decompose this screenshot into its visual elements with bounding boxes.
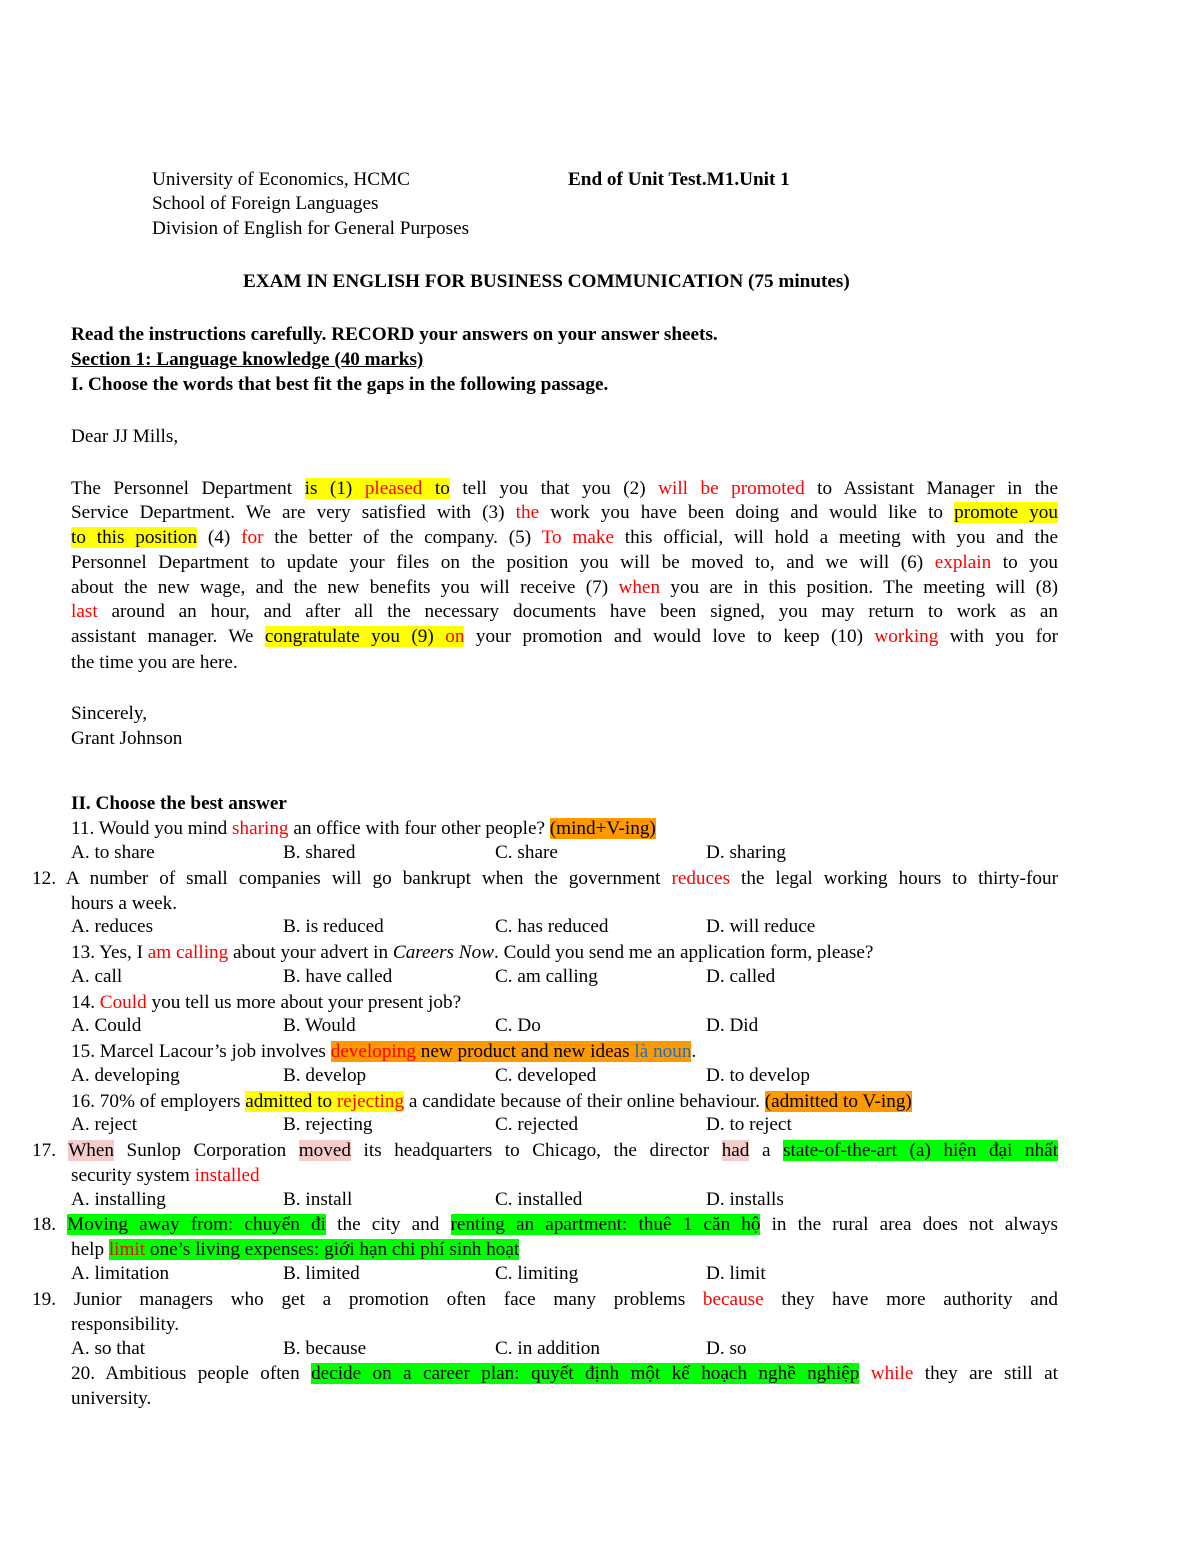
- question-15: 15. Marcel Lacour’s job involves developing new product and new ideas là noun.: [71, 1041, 697, 1062]
- q11-option-b[interactable]: B. shared: [283, 842, 356, 863]
- q11-option-c[interactable]: C. share: [495, 842, 558, 863]
- question-20: 20. Ambitious people often decide on a career plan: quyết định một kế hoạch nghề nghiệp while they are still at: [71, 1363, 1058, 1384]
- letter-closing: Sincerely,: [71, 703, 148, 724]
- q14-option-d[interactable]: D. Did: [706, 1015, 759, 1036]
- letter-line-3: to this position (4) for the better of the company. (5) To make this official, will hold a meeting with you and the: [71, 527, 1058, 548]
- letter-line-2: Service Department. We are very satisfied with (3) the work you have been doing and would like to promote you: [71, 502, 1058, 523]
- q15-option-a[interactable]: A. developing: [71, 1065, 180, 1086]
- letter-greeting: Dear JJ Mills,: [71, 426, 179, 447]
- q13-option-c[interactable]: C. am calling: [495, 966, 598, 987]
- q18-option-c[interactable]: C. limiting: [495, 1263, 579, 1284]
- question-17-line-2: security system installed: [71, 1165, 260, 1186]
- letter-line-1: The Personnel Department is (1) pleased to tell you that you (2) will be promoted to Assistant Manager in the: [71, 478, 1059, 499]
- letter-line-8: the time you are here.: [71, 652, 238, 673]
- question-12-line-2: hours a week.: [71, 893, 178, 914]
- letter-line-6: last around an hour, and after all the necessary documents have been signed, you may return to work as an: [71, 601, 1058, 622]
- section-1-heading: Section 1: Language knowledge (40 marks): [71, 349, 424, 370]
- question-18: 18. Moving away from: chuyển đi the city and renting an apartment: thuê 1 căn hộ in the rural area does not always: [32, 1214, 1059, 1235]
- letter-line-4: Personnel Department to update your files on the position you will be moved to, and we will (6) explain to you: [71, 552, 1058, 573]
- question-17: 17. When Sunlop Corporation moved its headquarters to Chicago, the director had a state-of-the-art (a) hiện đại nhất: [32, 1140, 1058, 1161]
- letter-signature: Grant Johnson: [71, 728, 183, 749]
- q12-option-d[interactable]: D. will reduce: [706, 916, 816, 937]
- q12-option-a[interactable]: A. reduces: [71, 916, 154, 937]
- q15-option-d[interactable]: D. to develop: [706, 1065, 810, 1086]
- q16-option-c[interactable]: C. rejected: [495, 1114, 579, 1135]
- q19-option-d[interactable]: D. so: [706, 1338, 747, 1359]
- question-14: 14. Could you tell us more about your present job?: [71, 992, 462, 1013]
- q11-option-d[interactable]: D. sharing: [706, 842, 786, 863]
- q11-option-a[interactable]: A. to share: [71, 842, 155, 863]
- question-19-line-2: responsibility.: [71, 1314, 180, 1335]
- question-18-line-2: help limit one’s living expenses: giới hạn chi phí sinh hoạt: [71, 1239, 520, 1260]
- exam-title: EXAM IN ENGLISH FOR BUSINESS COMMUNICATION (75 minutes): [243, 271, 850, 292]
- q17-option-c[interactable]: C. installed: [495, 1189, 583, 1210]
- q19-option-c[interactable]: C. in addition: [495, 1338, 600, 1359]
- q15-option-b[interactable]: B. develop: [283, 1065, 367, 1086]
- instructions: Read the instructions carefully. RECORD your answers on your answer sheets.: [71, 324, 718, 345]
- question-19: 19. Junior managers who get a promotion often face many problems because they have more authority and: [32, 1289, 1058, 1310]
- q16-option-b[interactable]: B. rejecting: [283, 1114, 373, 1135]
- question-16: 16. 70% of employers admitted to rejecting a candidate because of their online behaviour. (admitted to V-ing): [71, 1091, 912, 1112]
- q15-option-c[interactable]: C. developed: [495, 1065, 597, 1086]
- university-name: University of Economics, HCMC: [152, 169, 410, 190]
- q12-option-b[interactable]: B. is reduced: [283, 916, 384, 937]
- q16-option-a[interactable]: A. reject: [71, 1114, 138, 1135]
- q13-option-b[interactable]: B. have called: [283, 966, 393, 987]
- part-2-heading: II. Choose the best answer: [71, 793, 287, 814]
- test-title: End of Unit Test.M1.Unit 1: [568, 169, 790, 190]
- q18-option-a[interactable]: A. limitation: [71, 1263, 170, 1284]
- q14-option-b[interactable]: B. Would: [283, 1015, 356, 1036]
- q12-option-c[interactable]: C. has reduced: [495, 916, 609, 937]
- q13-option-d[interactable]: D. called: [706, 966, 776, 987]
- question-13: 13. Yes, I am calling about your advert in Careers Now. Could you send me an application form, please?: [71, 942, 874, 963]
- q19-option-a[interactable]: A. so that: [71, 1338, 146, 1359]
- school-name: School of Foreign Languages: [152, 193, 379, 214]
- q19-option-b[interactable]: B. because: [283, 1338, 367, 1359]
- q17-option-d[interactable]: D. installs: [706, 1189, 784, 1210]
- q16-option-d[interactable]: D. to reject: [706, 1114, 792, 1135]
- q17-option-a[interactable]: A. installing: [71, 1189, 166, 1210]
- q14-option-a[interactable]: A. Could: [71, 1015, 142, 1036]
- question-20-line-2: university.: [71, 1388, 152, 1409]
- question-12: 12. A number of small companies will go bankrupt when the government reduces the legal working hours to thirty-four: [32, 868, 1058, 889]
- division-name: Division of English for General Purposes: [152, 218, 470, 239]
- letter-line-7: assistant manager. We congratulate you (9) on your promotion and would love to keep (10) working with you for: [71, 626, 1058, 647]
- q17-option-b[interactable]: B. install: [283, 1189, 353, 1210]
- question-11: 11. Would you mind sharing an office with four other people? (mind+V-ing): [71, 818, 656, 839]
- q18-option-b[interactable]: B. limited: [283, 1263, 360, 1284]
- q14-option-c[interactable]: C. Do: [495, 1015, 541, 1036]
- q13-option-a[interactable]: A. call: [71, 966, 123, 987]
- part-1-heading: I. Choose the words that best fit the gaps in the following passage.: [71, 374, 609, 395]
- letter-line-5: about the new wage, and the new benefits you will receive (7) when you are in this position. The meeting will (8): [71, 577, 1058, 598]
- q18-option-d[interactable]: D. limit: [706, 1263, 766, 1284]
